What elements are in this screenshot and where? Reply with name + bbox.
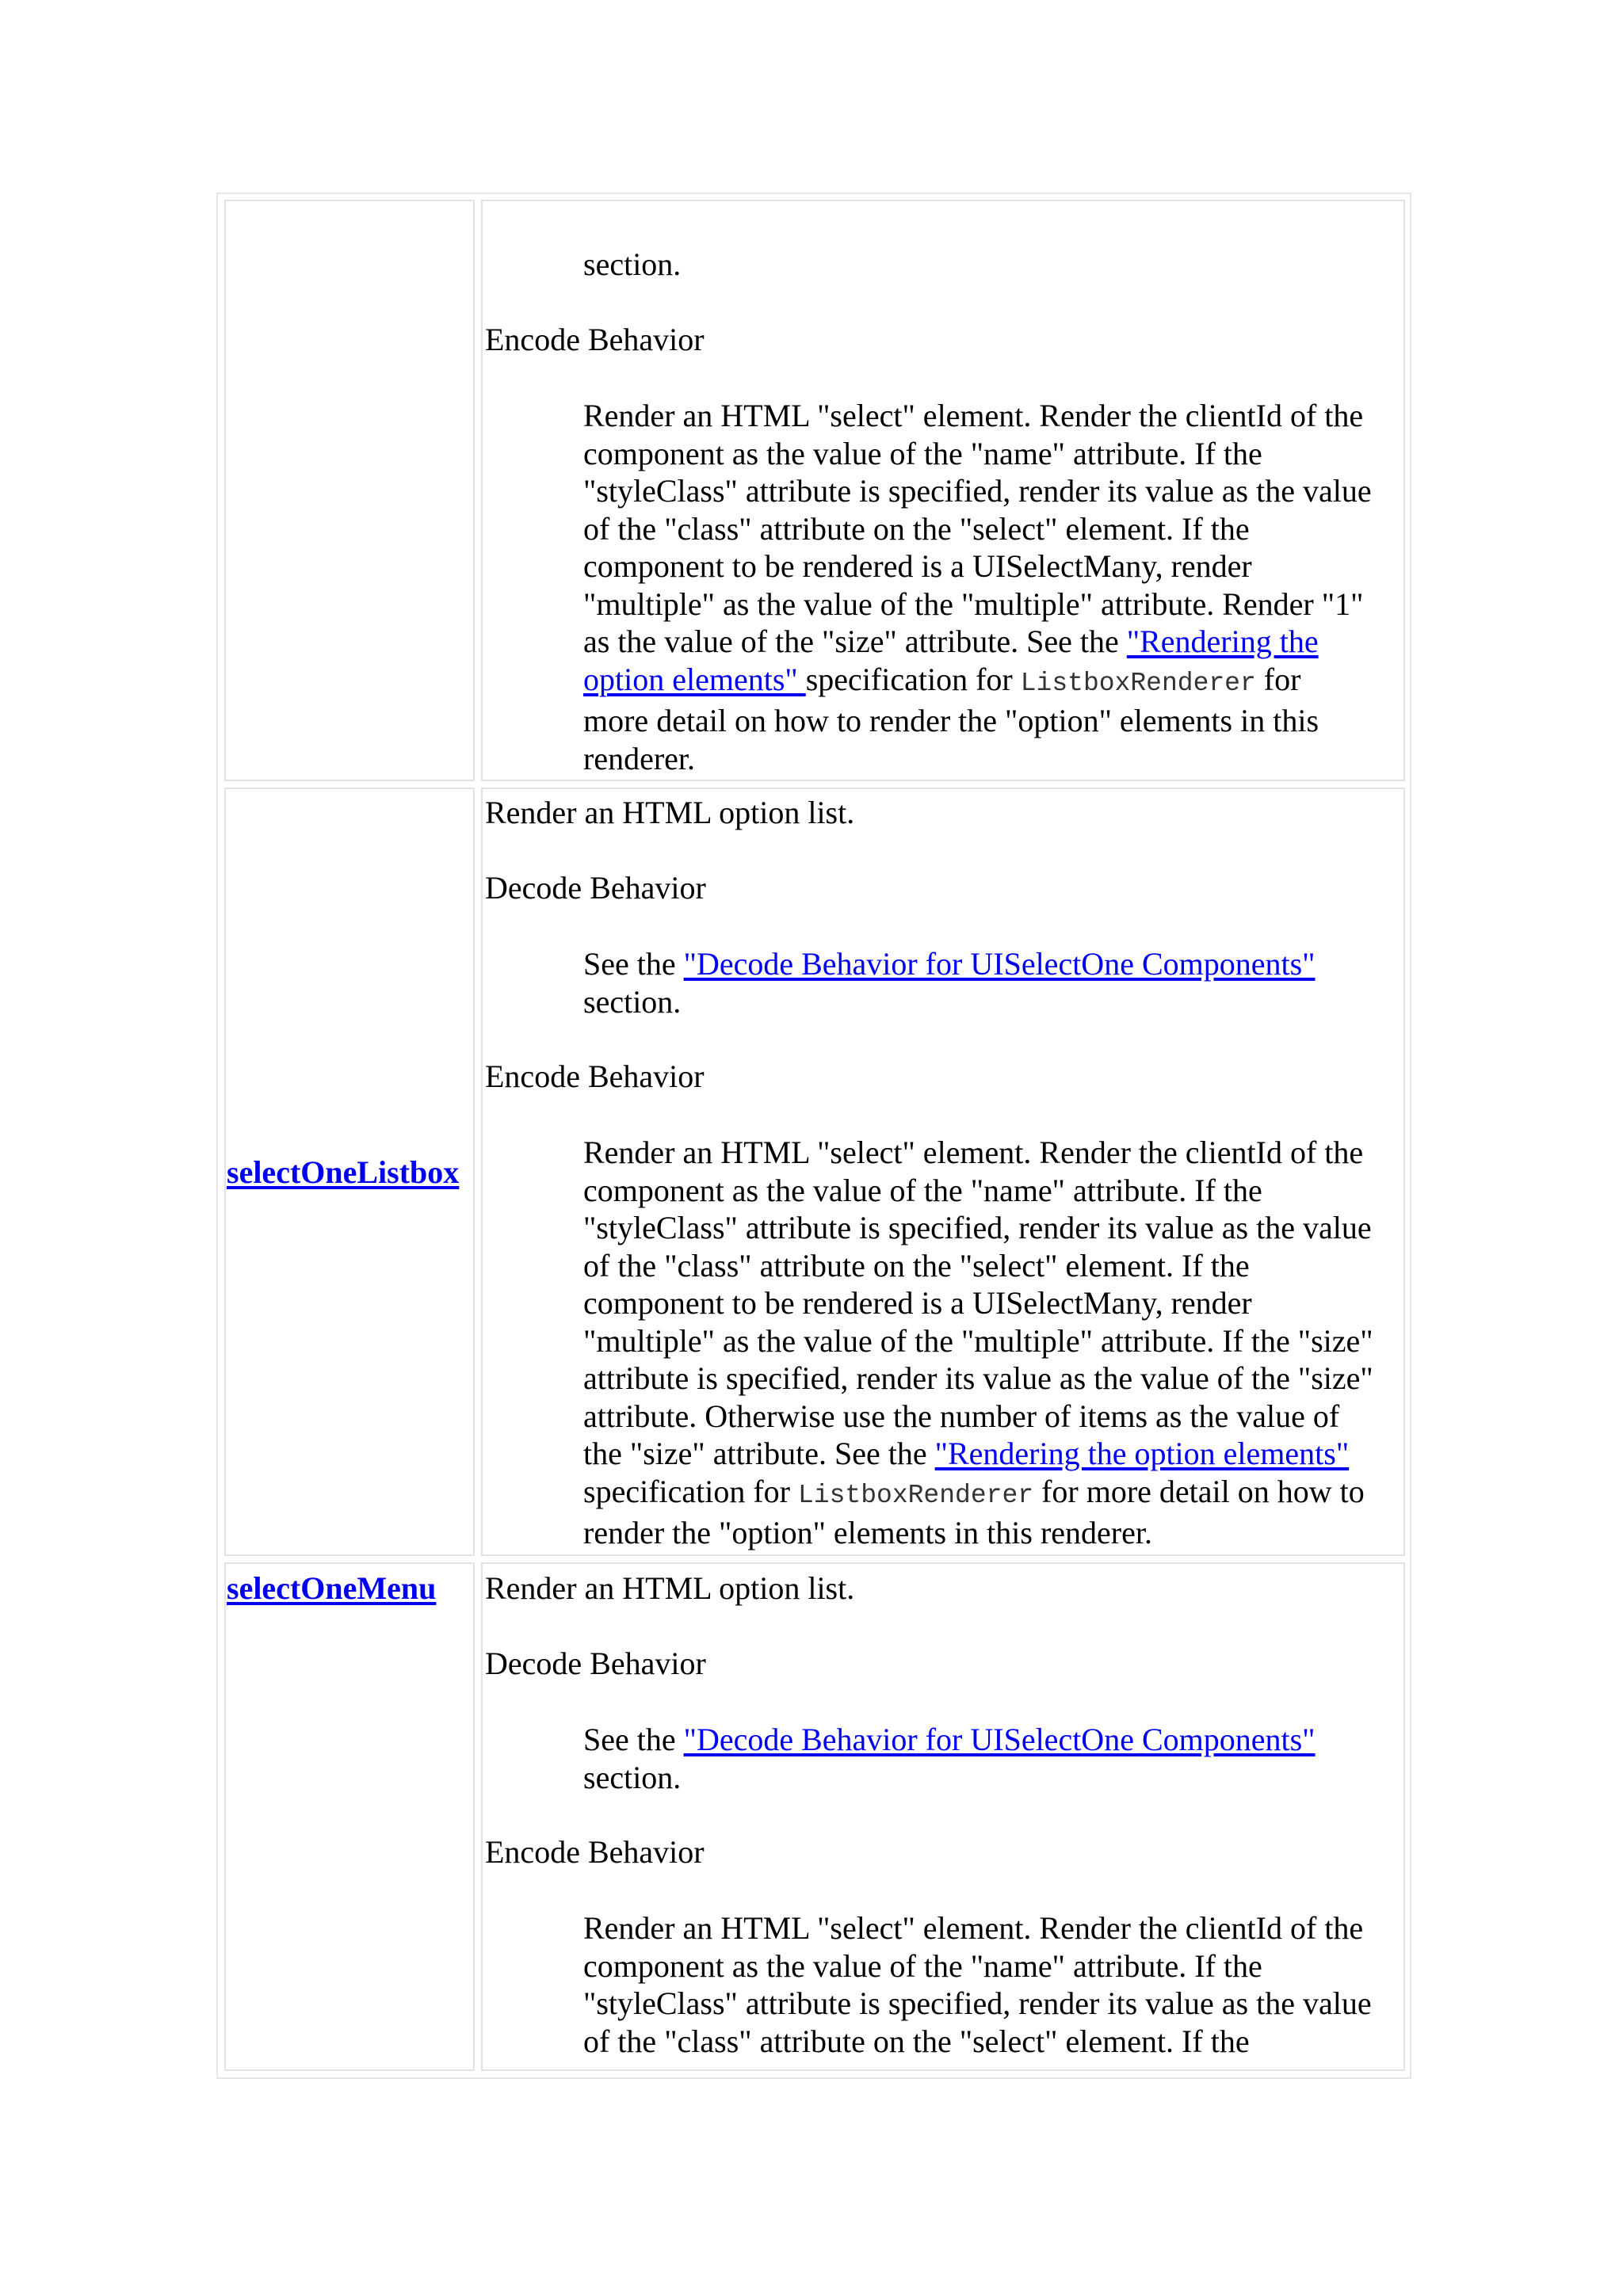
selectOneListbox-link[interactable]: selectOneListbox xyxy=(227,1154,460,1190)
listbox-renderer-code: ListboxRenderer xyxy=(798,1480,1034,1510)
decode-behavior-uiselectone-link[interactable]: "Decode Behavior for UISelectOne Components" xyxy=(683,946,1316,982)
decode-behavior-uiselectone-link[interactable]: "Decode Behavior for UISelectOne Components" xyxy=(683,1722,1316,1757)
component-cell-empty xyxy=(224,200,475,781)
rendering-option-elements-link[interactable]: "Rendering the option elements" xyxy=(934,1436,1350,1471)
intro-text: Render an HTML option list. xyxy=(485,1570,855,1606)
decode-behavior-paragraph: See the "Decode Behavior for UISelectOne Components" section. xyxy=(583,1722,1316,1795)
decode-behavior-heading: Decode Behavior xyxy=(485,870,706,906)
rendering-option-elements-link[interactable]: "Rendering the xyxy=(1126,624,1319,659)
encode-behavior-paragraph: Render an HTML "select" element. Render the clientId of the component as the value of the "name" attribute. If the "styleClass" attribute is specified, render its value as the value of the "class" attribute on the "select" element. If the component to be rendered is a UISelectMany, render "multiple" as the value of the "multiple" attribute. Render "1" as the value of the "size" attribute. See the "Rendering the option elements" specification for ListboxRenderer for more detail on how to render the "option" elements in this renderer. xyxy=(583,398,1372,776)
encode-behavior-paragraph: Render an HTML "select" element. Render the clientId of the component as the value of the "name" attribute. If the "styleClass" attribute is specified, render its value as the value of the "class" attribute on the "select" element. If the component to be rendered is a UISelectMany, render "multiple" as the value of the "multiple" attribute. If the "size" attribute is specified, render its value as the value of the "size" attribute. Otherwise use the number of items as the value of the "size" attribute. See the "Rendering the option elements" specification for ListboxRenderer for more detail on how to render the "option" elements in this renderer. xyxy=(583,1135,1373,1550)
listbox-renderer-code: ListboxRenderer xyxy=(1020,668,1256,698)
encode-behavior-heading: Encode Behavior xyxy=(485,1058,705,1094)
encode-behavior-heading: Encode Behavior xyxy=(485,1834,705,1870)
decode-behavior-heading: Decode Behavior xyxy=(485,1646,706,1681)
intro-text: Render an HTML option list. xyxy=(485,795,855,830)
decode-behavior-paragraph: See the "Decode Behavior for UISelectOne Components" section. xyxy=(583,946,1316,1020)
encode-behavior-paragraph-partial: Render an HTML "select" element. Render the clientId of the component as the value of the "name" attribute. If the "styleClass" attribute is specified, render its value as the value of the "class" attribute on the "select" element. If the xyxy=(583,1910,1372,2059)
continued-section-text: section. xyxy=(583,246,682,282)
rendering-option-elements-link-cont[interactable]: option elements" xyxy=(583,661,806,697)
encode-behavior-heading: Encode Behavior xyxy=(485,322,705,357)
component-cell-selectOneMenu xyxy=(224,1562,475,2071)
selectOneMenu-link[interactable]: selectOneMenu xyxy=(227,1570,437,1606)
